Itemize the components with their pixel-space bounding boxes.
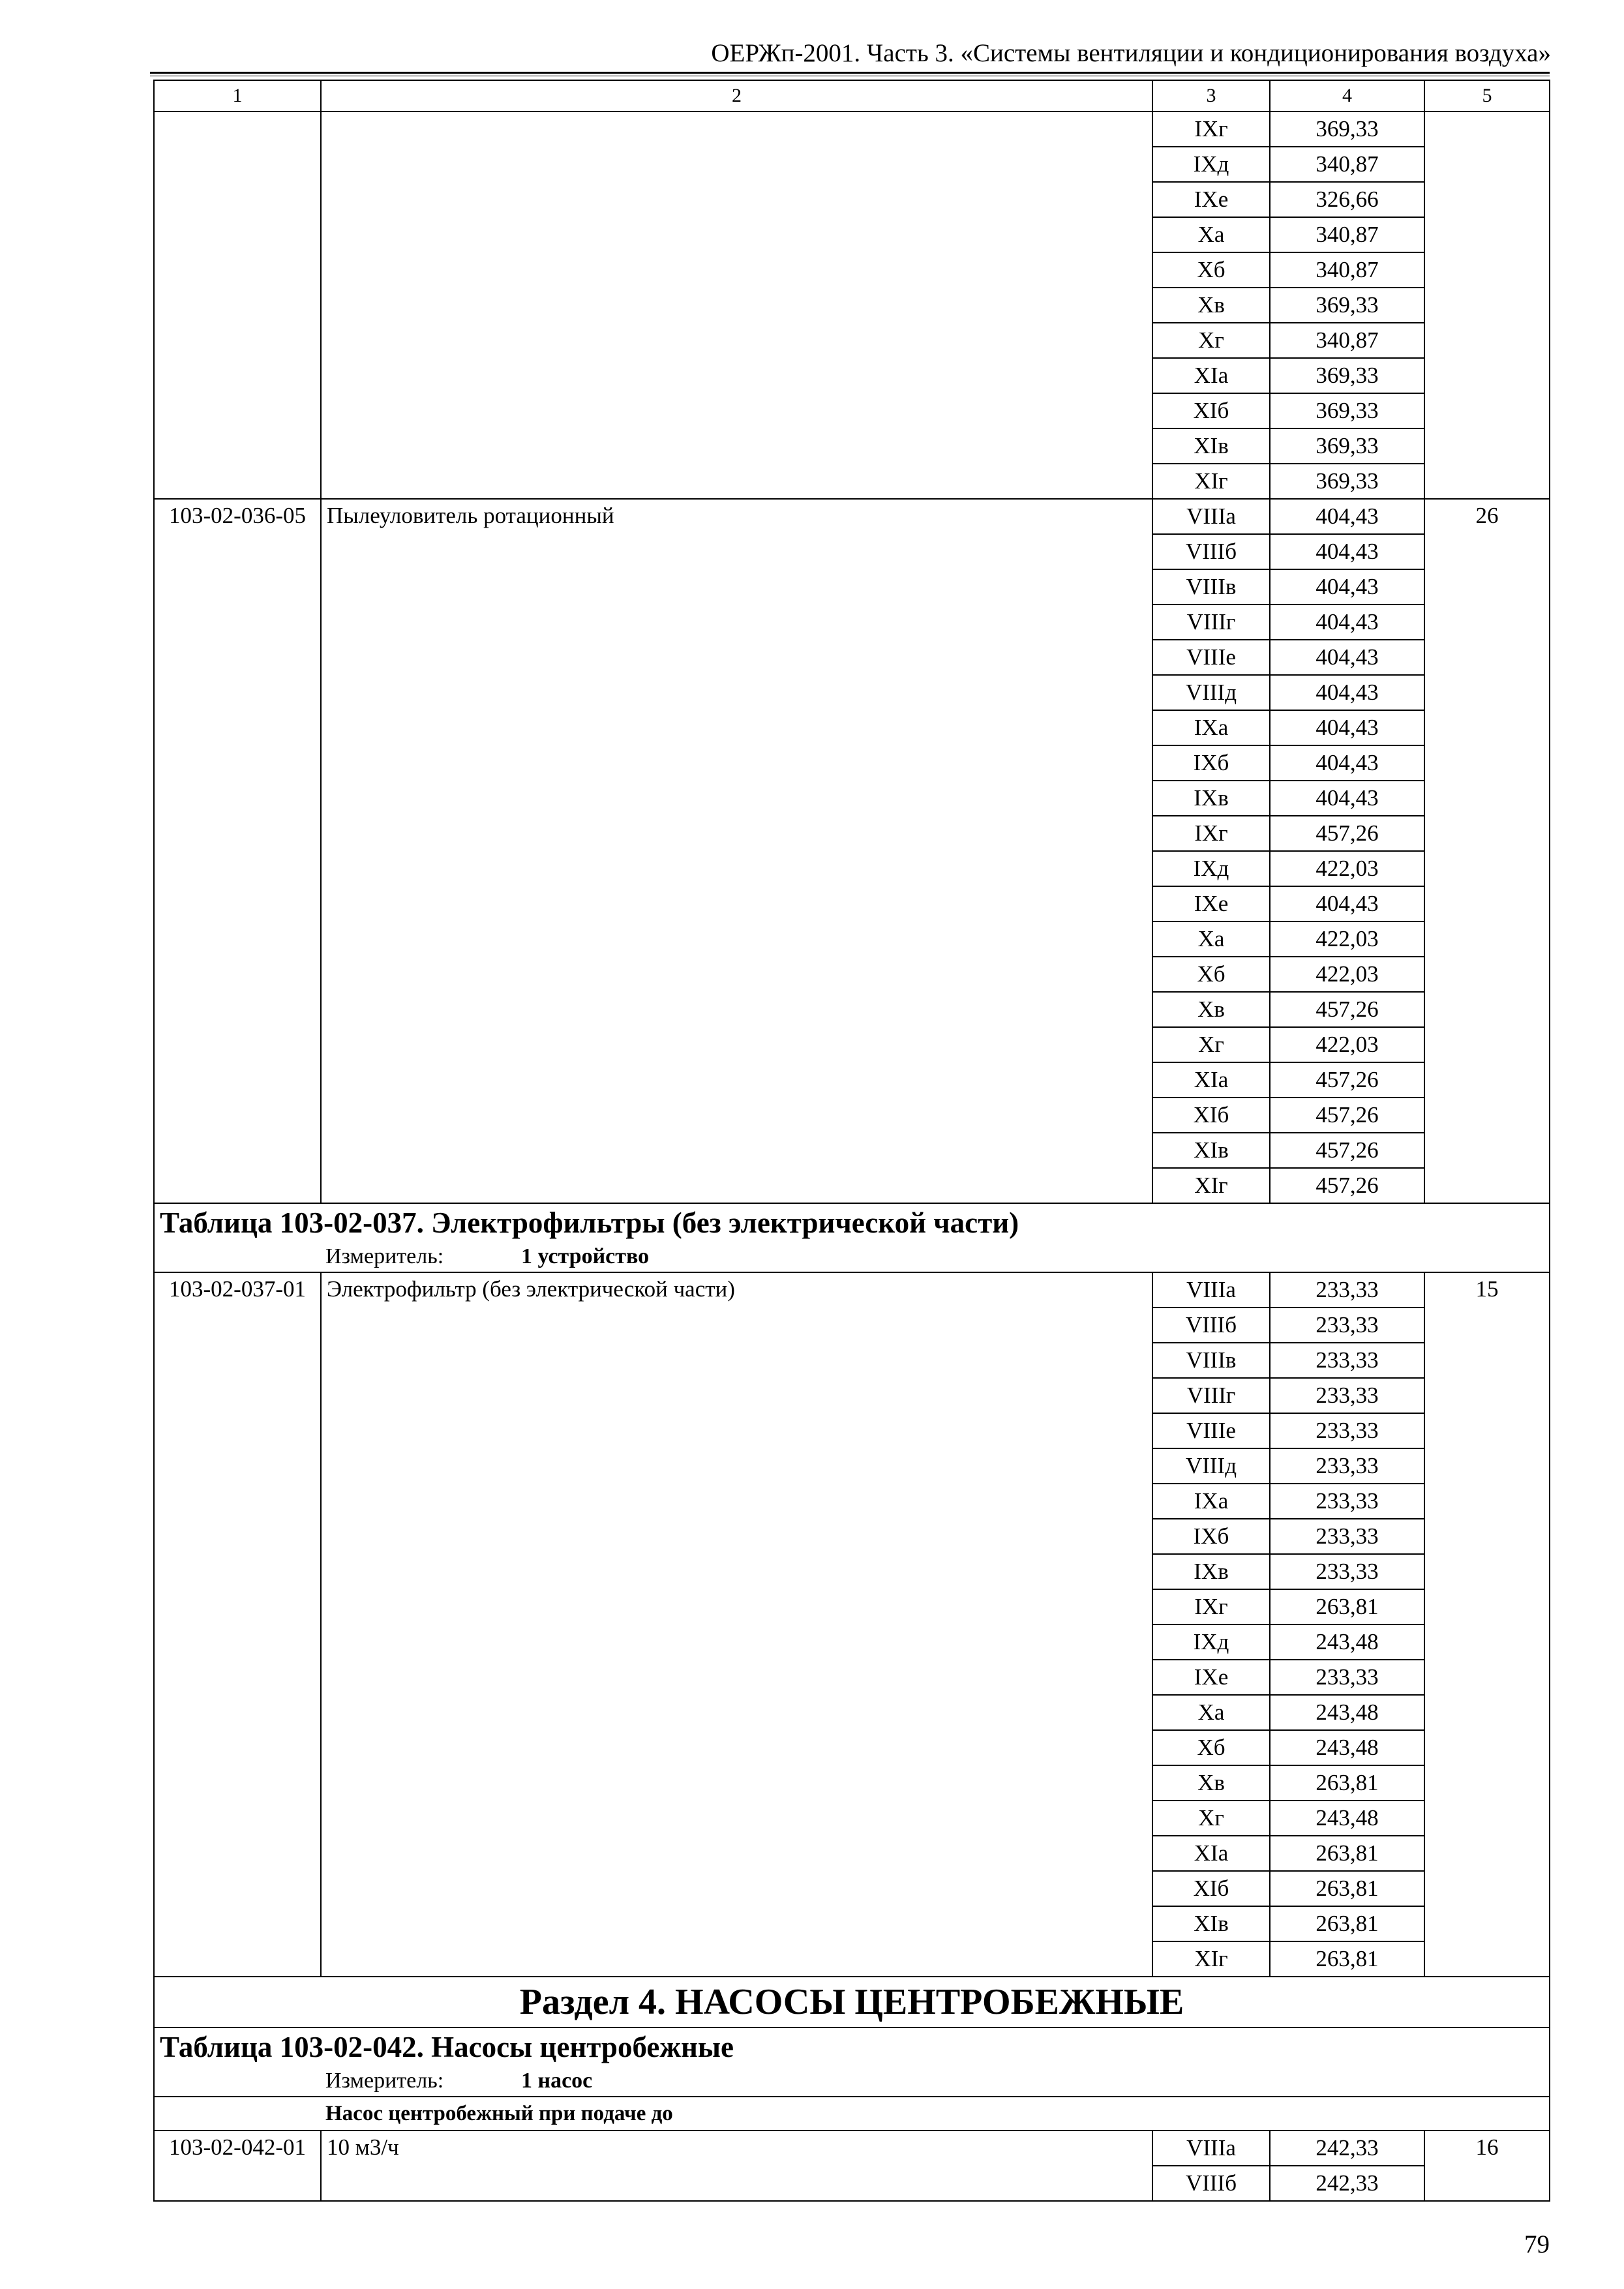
table-row	[154, 2131, 1550, 2166]
zone-cell: Xг	[1152, 1027, 1270, 1062]
value-cell: 242,33	[1270, 2166, 1424, 2201]
zone-cell: VIIIе	[1152, 1413, 1270, 1448]
zone-cell: IXд	[1152, 147, 1270, 182]
zone-cell: VIIIд	[1152, 1448, 1270, 1484]
rate-name: Электрофильтр (без электрической части)	[321, 1272, 1152, 1977]
value-cell: 233,33	[1270, 1413, 1424, 1448]
zone-cell: Xв	[1152, 1765, 1270, 1801]
value-cell: 404,43	[1270, 886, 1424, 921]
unit-label: Измеритель:	[325, 2069, 444, 2093]
zone-cell: Xб	[1152, 1730, 1270, 1765]
zone-cell: IXг	[1152, 1589, 1270, 1624]
rate-name	[321, 112, 1152, 499]
value-cell: 340,87	[1270, 323, 1424, 358]
zone-cell: VIIIв	[1152, 1343, 1270, 1378]
value-cell: 404,43	[1270, 781, 1424, 816]
value-cell: 340,87	[1270, 147, 1424, 182]
value-cell: 369,33	[1270, 288, 1424, 323]
value-cell: 233,33	[1270, 1448, 1424, 1484]
value-cell: 326,66	[1270, 182, 1424, 217]
unit-cell	[154, 1242, 1550, 1272]
value-cell: 457,26	[1270, 1168, 1424, 1203]
value-cell: 404,43	[1270, 675, 1424, 710]
value-cell: 233,33	[1270, 1272, 1424, 1308]
value-cell: 233,33	[1270, 1554, 1424, 1589]
zone-cell: IXа	[1152, 710, 1270, 745]
zone-cell: Xа	[1152, 921, 1270, 957]
running-header: ОЕРЖп-2001. Часть 3. «Системы вентиляции и кондиционирования воздуха»	[711, 39, 1551, 67]
table-title-row	[154, 2027, 1550, 2066]
rate-code: 103-02-042-01	[154, 2131, 321, 2201]
rate-code: 103-02-036-05	[154, 499, 321, 1203]
zone-cell: VIIIд	[1152, 675, 1270, 710]
value-cell: 404,43	[1270, 569, 1424, 605]
value-cell: 233,33	[1270, 1484, 1424, 1519]
zone-cell: XIв	[1152, 1133, 1270, 1168]
value-cell: 263,81	[1270, 1765, 1424, 1801]
zone-cell: VIIIе	[1152, 640, 1270, 675]
section-row	[154, 1977, 1550, 2027]
zone-cell: XIг	[1152, 1941, 1270, 1977]
value-cell: 233,33	[1270, 1308, 1424, 1343]
zone-cell: Xа	[1152, 1695, 1270, 1730]
unit-row	[154, 2066, 1550, 2097]
table-title-row	[154, 1203, 1550, 1242]
table-row	[154, 112, 1550, 147]
unit-label: Измеритель:	[325, 1244, 444, 1268]
table-title: Таблица 103-02-037. Электрофильтры (без электрической части)	[154, 1203, 1550, 1242]
unit-row	[154, 1242, 1550, 1272]
zone-cell: XIв	[1152, 428, 1270, 464]
value-cell: 457,26	[1270, 1098, 1424, 1133]
zone-cell: XIг	[1152, 1168, 1270, 1203]
zone-cell: Xб	[1152, 252, 1270, 288]
value-cell: 404,43	[1270, 640, 1424, 675]
zone-cell: XIб	[1152, 1098, 1270, 1133]
group-row	[154, 2097, 1550, 2131]
value-cell: 243,48	[1270, 1801, 1424, 1836]
value-cell: 404,43	[1270, 499, 1424, 534]
column-number: 4	[1270, 80, 1424, 112]
zone-cell: Xг	[1152, 323, 1270, 358]
zone-cell: IXд	[1152, 851, 1270, 886]
section-title: Раздел 4. НАСОСЫ ЦЕНТРОБЕЖНЫЕ	[154, 1977, 1550, 2027]
zone-cell: Xа	[1152, 217, 1270, 252]
unit-value: 1 устройство	[521, 1244, 650, 1268]
zone-cell: IXв	[1152, 1554, 1270, 1589]
value-cell: 242,33	[1270, 2131, 1424, 2166]
column-number: 1	[154, 80, 321, 112]
zone-cell: Xг	[1152, 1801, 1270, 1836]
rate-code: 103-02-037-01	[154, 1272, 321, 1977]
value-cell: 243,48	[1270, 1695, 1424, 1730]
zone-cell: IXе	[1152, 182, 1270, 217]
rate-code	[154, 112, 321, 499]
zone-cell: IXг	[1152, 816, 1270, 851]
zone-cell: IXд	[1152, 1624, 1270, 1660]
column-number: 5	[1424, 80, 1550, 112]
unit-value: 1 насос	[521, 2069, 593, 2093]
value-cell: 369,33	[1270, 112, 1424, 147]
value-cell: 233,33	[1270, 1519, 1424, 1554]
zone-cell: Xв	[1152, 288, 1270, 323]
zone-cell: XIа	[1152, 1062, 1270, 1098]
value-cell: 422,03	[1270, 921, 1424, 957]
value-cell: 457,26	[1270, 816, 1424, 851]
zone-cell: Xв	[1152, 992, 1270, 1027]
value-cell: 263,81	[1270, 1589, 1424, 1624]
header-rule	[150, 72, 1550, 76]
zone-cell: IXг	[1152, 112, 1270, 147]
zone-cell: XIб	[1152, 1871, 1270, 1906]
zone-cell: VIIIг	[1152, 605, 1270, 640]
column-5-value: 15	[1424, 1272, 1550, 1977]
zone-cell: XIб	[1152, 393, 1270, 428]
zone-cell: IXа	[1152, 1484, 1270, 1519]
zone-cell: IXб	[1152, 1519, 1270, 1554]
zone-cell: VIIIб	[1152, 1308, 1270, 1343]
zone-cell: VIIIб	[1152, 534, 1270, 569]
value-cell: 263,81	[1270, 1941, 1424, 1977]
zone-cell: VIIIа	[1152, 2131, 1270, 2166]
value-cell: 422,03	[1270, 957, 1424, 992]
value-cell: 422,03	[1270, 851, 1424, 886]
zone-cell: XIг	[1152, 464, 1270, 499]
column-5-value: 26	[1424, 499, 1550, 1203]
table-row	[154, 499, 1550, 534]
value-cell: 243,48	[1270, 1730, 1424, 1765]
table-title: Таблица 103-02-042. Насосы центробежные	[154, 2027, 1550, 2066]
rate-name: 10 м3/ч	[321, 2131, 1152, 2201]
value-cell: 404,43	[1270, 605, 1424, 640]
value-cell: 263,81	[1270, 1836, 1424, 1871]
column-5-value: 16	[1424, 2131, 1550, 2201]
value-cell: 457,26	[1270, 1062, 1424, 1098]
value-cell: 233,33	[1270, 1343, 1424, 1378]
value-cell: 340,87	[1270, 217, 1424, 252]
value-cell: 404,43	[1270, 534, 1424, 569]
page-number: 79	[1524, 2230, 1550, 2258]
value-cell: 263,81	[1270, 1871, 1424, 1906]
value-cell: 233,33	[1270, 1378, 1424, 1413]
zone-cell: IXе	[1152, 1660, 1270, 1695]
zone-cell: XIа	[1152, 1836, 1270, 1871]
value-cell: 404,43	[1270, 745, 1424, 781]
table-row	[154, 1272, 1550, 1308]
value-cell: 369,33	[1270, 393, 1424, 428]
value-cell: 340,87	[1270, 252, 1424, 288]
zone-cell: Xб	[1152, 957, 1270, 992]
unit-cell	[154, 2066, 1550, 2097]
column-5-value	[1424, 112, 1550, 499]
column-number: 3	[1152, 80, 1270, 112]
value-cell: 263,81	[1270, 1906, 1424, 1941]
zone-cell: IXе	[1152, 886, 1270, 921]
value-cell: 457,26	[1270, 992, 1424, 1027]
value-cell: 422,03	[1270, 1027, 1424, 1062]
value-cell: 243,48	[1270, 1624, 1424, 1660]
zone-cell: VIIIб	[1152, 2166, 1270, 2201]
value-cell: 369,33	[1270, 464, 1424, 499]
value-cell: 457,26	[1270, 1133, 1424, 1168]
rate-name: Пылеуловитель ротационный	[321, 499, 1152, 1203]
zone-cell: IXв	[1152, 781, 1270, 816]
column-numbers-row	[154, 80, 1550, 112]
zone-cell: IXб	[1152, 745, 1270, 781]
group-title: Насос центробежный при подаче до	[154, 2097, 1550, 2131]
rates-table	[153, 80, 1550, 2202]
value-cell: 369,33	[1270, 428, 1424, 464]
zone-cell: XIв	[1152, 1906, 1270, 1941]
value-cell: 233,33	[1270, 1660, 1424, 1695]
zone-cell: XIа	[1152, 358, 1270, 393]
zone-cell: VIIIа	[1152, 499, 1270, 534]
zone-cell: VIIIг	[1152, 1378, 1270, 1413]
zone-cell: VIIIв	[1152, 569, 1270, 605]
column-number: 2	[321, 80, 1152, 112]
zone-cell: VIIIа	[1152, 1272, 1270, 1308]
value-cell: 369,33	[1270, 358, 1424, 393]
value-cell: 404,43	[1270, 710, 1424, 745]
